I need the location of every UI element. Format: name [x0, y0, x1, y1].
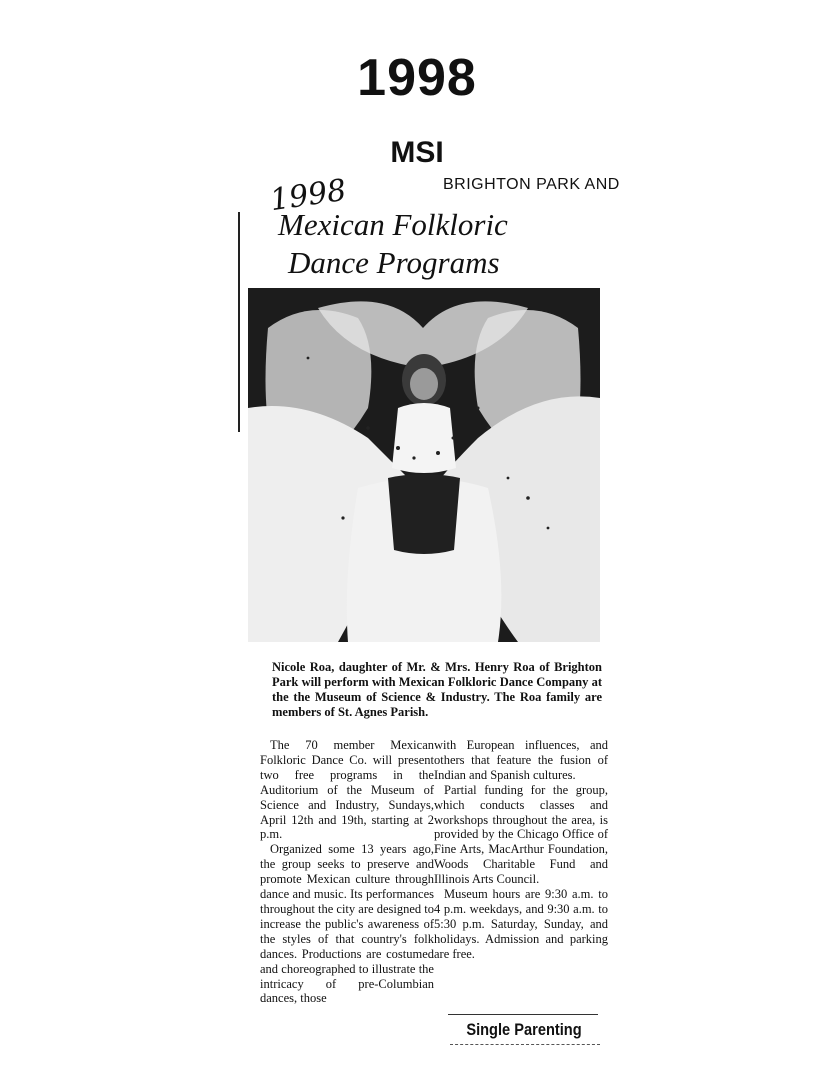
headline-line-2: Dance Programs [288, 245, 500, 280]
headline-line-1: Mexican Folkloric [278, 207, 508, 242]
source-heading: MSI [390, 136, 444, 169]
photo-caption: Nicole Roa, daughter of Mr. & Mrs. Henry Roa of Brighton Park will perform with Mexican Folkloric Dance Company at the the Museum of Science & Industry. The Roa family are members of St. Agnes Parish. [272, 660, 602, 719]
paragraph: Partial funding for the group, which conducts classes and workshops throughout the area, is provided by the Chicago Office of Fine Arts, MacArthur Foundation, Woods Charitable Fund and Illinois Arts Council. [434, 782, 608, 887]
dancer-photo [248, 288, 600, 642]
paragraph: The 70 member Mexican Folkloric Dance Co. will present two free programs in the Auditorium of the Museum of Science and Industry, Sundays, April 12th and 19th, starting at 2 p.m. [260, 738, 434, 842]
column-rule [238, 212, 240, 432]
paragraph: with European influences, and others that feature the fusion of Indian and Spanish cultures. [434, 738, 608, 782]
article-column-left [260, 738, 434, 1006]
handwritten-year: 1998 [267, 172, 349, 219]
clipping-cut-edge [450, 1044, 600, 1051]
paragraph: Museum hours are 9:30 a.m. to 4 p.m. weekdays, and 9:30 a.m. to 5:30 p.m. Saturday, Sunday, and holidays. Admission and parking are free. [434, 887, 608, 961]
article-headline [278, 206, 598, 282]
section-label: BRIGHTON PARK AND [443, 176, 620, 193]
newspaper-clipping [238, 172, 618, 1058]
year-heading: 1998 [357, 49, 477, 107]
next-article-headline: Single Parenting [466, 1020, 582, 1039]
paragraph: Organized some 13 years ago, the group seeks to preserve and promote Mexican culture through dance and music. Its performances throughout the city are designed to increase the public's awareness of the styles of that country's folk dances. Productions are costumed and choreographed to illustrate the intricacy of pre-Columbian dances, those [260, 842, 434, 1006]
divider [448, 1014, 598, 1015]
article-column-right [434, 738, 608, 962]
dancer-photo-graphic [248, 288, 600, 642]
